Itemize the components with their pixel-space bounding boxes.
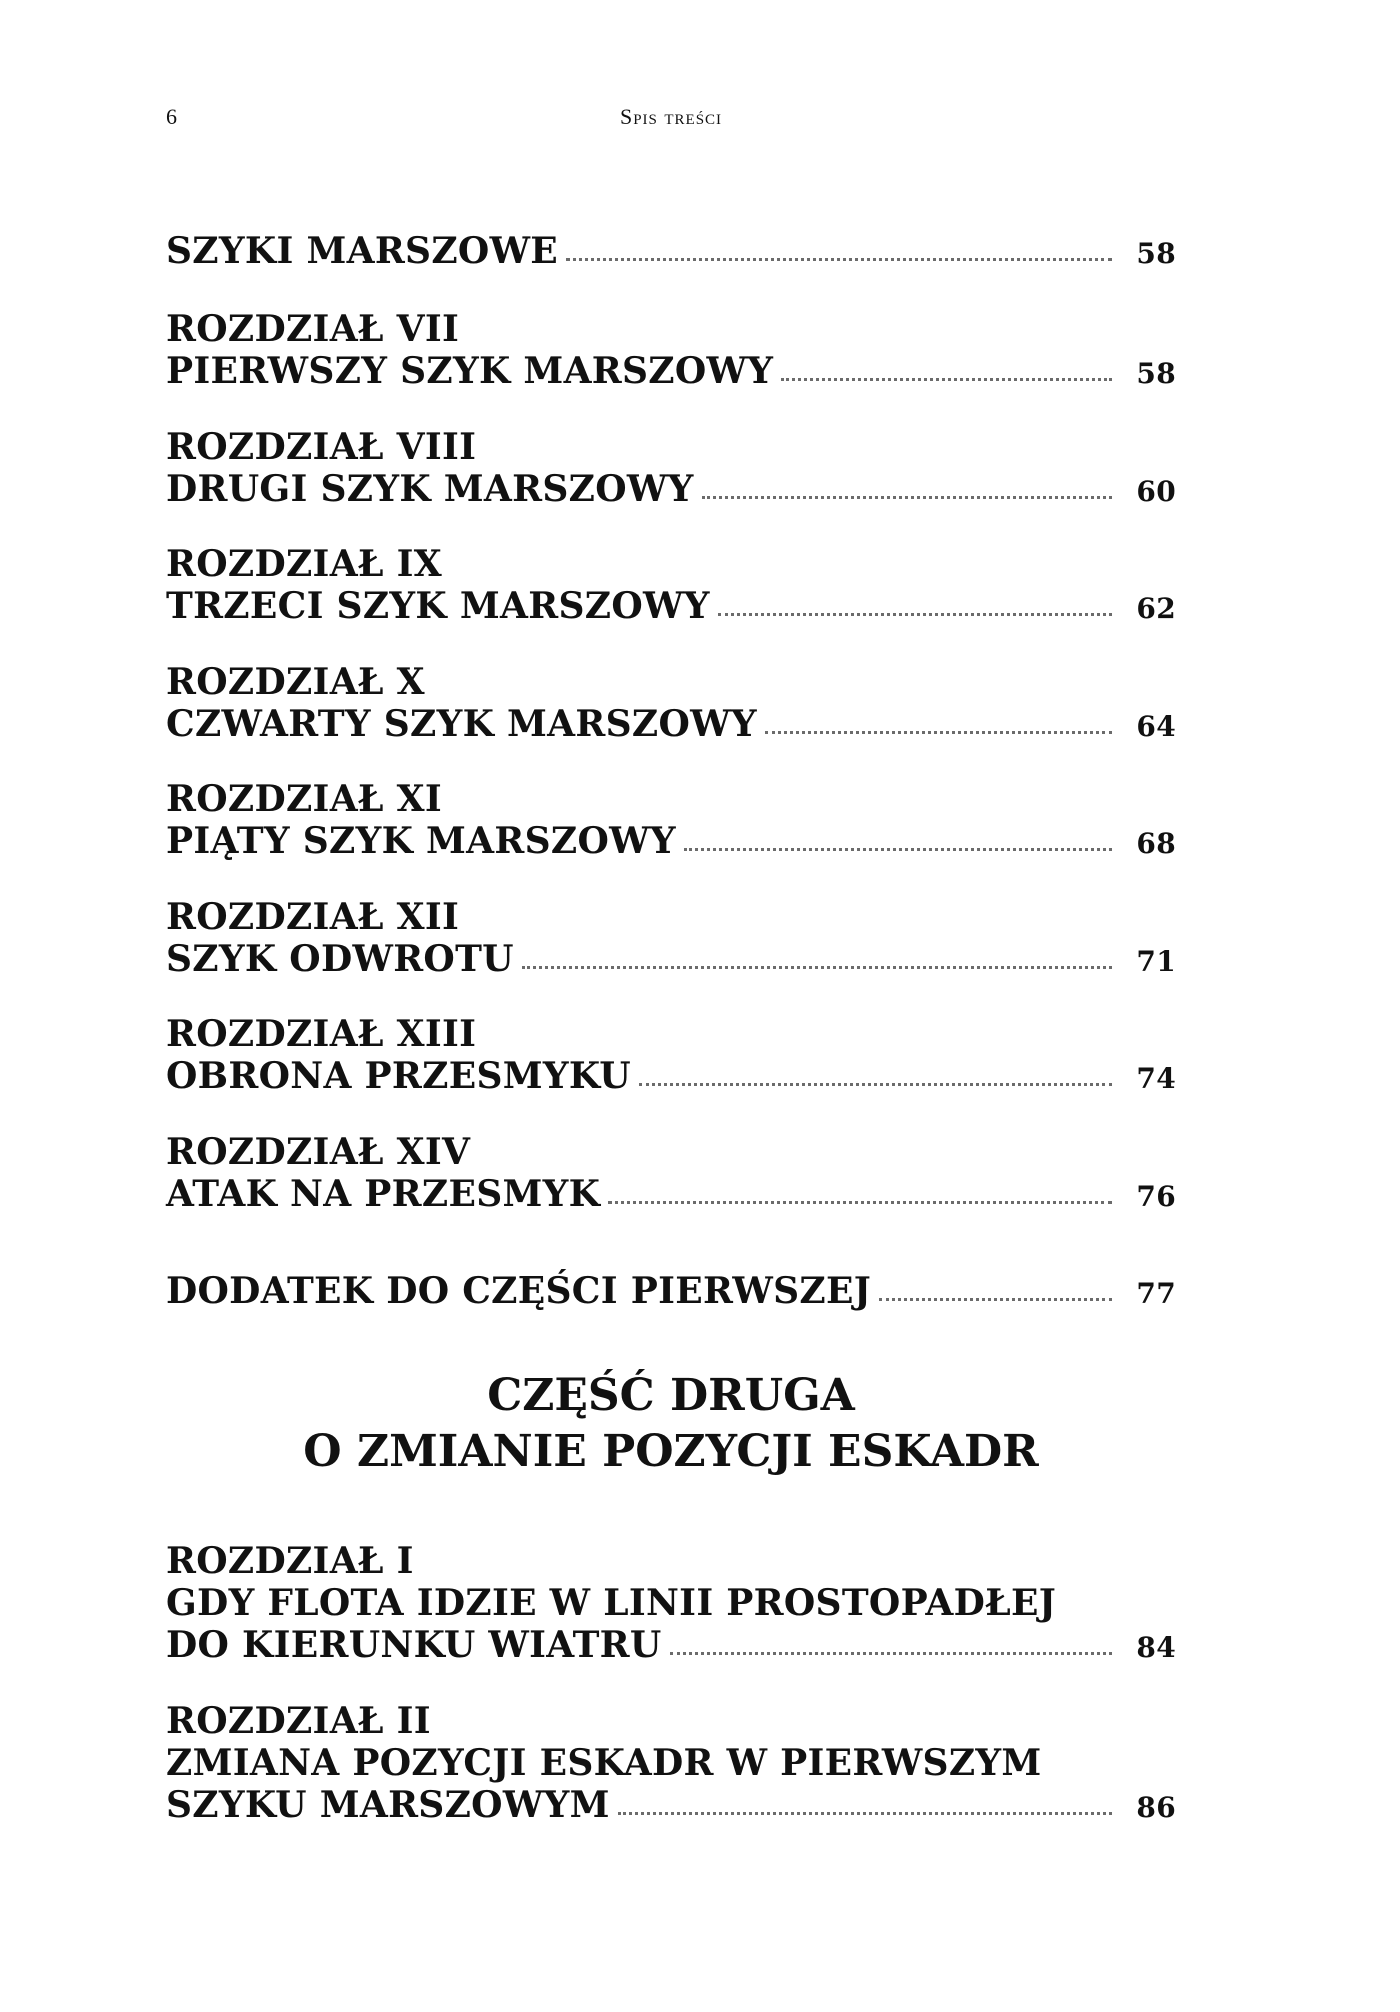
chapter-label [166,1013,1176,1055]
chapter-label [166,661,1176,703]
toc-title: SZYK ODWROTU [166,938,514,980]
chapter-label [166,1540,1176,1582]
toc-entry[interactable] [166,308,1176,395]
chapter-label [166,308,1176,350]
toc-entry[interactable] [166,1270,1176,1315]
toc-chapter-number: ROZDZIAŁ VII [166,308,460,350]
dot-leader [566,258,1112,261]
toc-line [166,585,1176,630]
dot-leader [522,966,1112,969]
toc-title: GDY FLOTA IDZIE W LINII PROSTOPADŁEJ [166,1582,1057,1624]
chapter-title-line [166,1742,1176,1784]
toc-page-number: 68 [1136,827,1176,860]
toc-entry[interactable] [166,896,1176,983]
toc-title: SZYKI MARSZOWE [166,230,559,272]
toc-line [166,703,1176,748]
toc-line [166,468,1176,513]
toc-page-number: 58 [1136,357,1176,390]
dot-leader [702,496,1112,499]
toc-entry[interactable] [166,543,1176,630]
toc-page-number: 86 [1136,1791,1176,1824]
toc-page-number: 60 [1136,475,1176,508]
toc-title: DO KIERUNKU WIATRU [166,1624,662,1666]
page-number: 6 [166,104,177,129]
chapter-title-line [166,1582,1176,1624]
part-two-heading [166,1368,1176,1480]
toc-page-number: 58 [1136,237,1176,270]
toc-chapter-number: ROZDZIAŁ II [166,1700,431,1742]
toc-title: CZWARTY SZYK MARSZOWY [166,703,757,745]
toc-line [166,1270,1176,1315]
toc-chapter-number: ROZDZIAŁ XIII [166,1013,477,1055]
toc-page-number: 76 [1136,1180,1176,1213]
toc-line [166,1624,1176,1669]
dot-leader [781,378,1112,381]
dot-leader [684,848,1112,851]
chapter-label [166,778,1176,820]
toc-line [166,938,1176,983]
part-two-subtitle: O ZMIANIE POZYCJI ESKADR [303,1426,1039,1477]
toc-chapter-number: ROZDZIAŁ I [166,1540,414,1582]
toc-entry[interactable] [166,661,1176,748]
toc-page-number: 71 [1136,945,1176,978]
toc-entry[interactable] [166,230,1176,275]
toc-line [166,1784,1176,1829]
toc-title: ZMIANA POZYCJI ESKADR W PIERWSZYM [166,1742,1042,1784]
toc-entry[interactable] [166,426,1176,513]
chapter-label [166,1700,1176,1742]
chapter-label [166,543,1176,585]
toc-page-number: 64 [1136,710,1176,743]
toc-title: ATAK NA PRZESMYK [166,1173,601,1215]
toc-page-number: 74 [1136,1062,1176,1095]
dot-leader [670,1652,1112,1655]
running-title: Spis treści [619,104,723,129]
toc-entry[interactable] [166,1700,1176,1829]
chapter-label [166,1131,1176,1173]
toc-line [166,1055,1176,1100]
part-two-title: CZĘŚĆ DRUGA [487,1370,855,1421]
toc-entry[interactable] [166,1013,1176,1100]
toc-page-number: 77 [1136,1277,1176,1310]
dot-leader [765,731,1112,734]
dot-leader [879,1298,1112,1301]
toc-line [166,350,1176,395]
dot-leader [718,613,1112,616]
toc-entry[interactable] [166,778,1176,865]
toc-line [166,230,1176,275]
toc-entry[interactable] [166,1540,1176,1669]
chapter-label [166,896,1176,938]
toc-title: DODATEK DO CZĘŚCI PIERWSZEJ [166,1270,872,1312]
dot-leader [608,1201,1112,1204]
toc-title: TRZECI SZYK MARSZOWY [166,585,710,627]
toc-page-number: 84 [1136,1631,1176,1664]
toc-line [166,820,1176,865]
toc-line [166,1173,1176,1218]
dot-leader [618,1812,1112,1815]
toc-chapter-number: ROZDZIAŁ XII [166,896,460,938]
chapter-label [166,426,1176,468]
toc-entry[interactable] [166,1131,1176,1218]
toc-chapter-number: ROZDZIAŁ IX [166,543,442,585]
toc-title: OBRONA PRZESMYKU [166,1055,631,1097]
toc-chapter-number: ROZDZIAŁ X [166,661,425,703]
toc-title: PIĄTY SZYK MARSZOWY [166,820,676,862]
toc-title: SZYKU MARSZOWYM [166,1784,610,1826]
toc-title: DRUGI SZYK MARSZOWY [166,468,694,510]
dot-leader [639,1083,1112,1086]
toc-page-number: 62 [1136,592,1176,625]
toc-chapter-number: ROZDZIAŁ XI [166,778,442,820]
page-header [166,104,1176,134]
toc-chapter-number: ROZDZIAŁ VIII [166,426,477,468]
toc-chapter-number: ROZDZIAŁ XIV [166,1131,471,1173]
toc-title: PIERWSZY SZYK MARSZOWY [166,350,774,392]
